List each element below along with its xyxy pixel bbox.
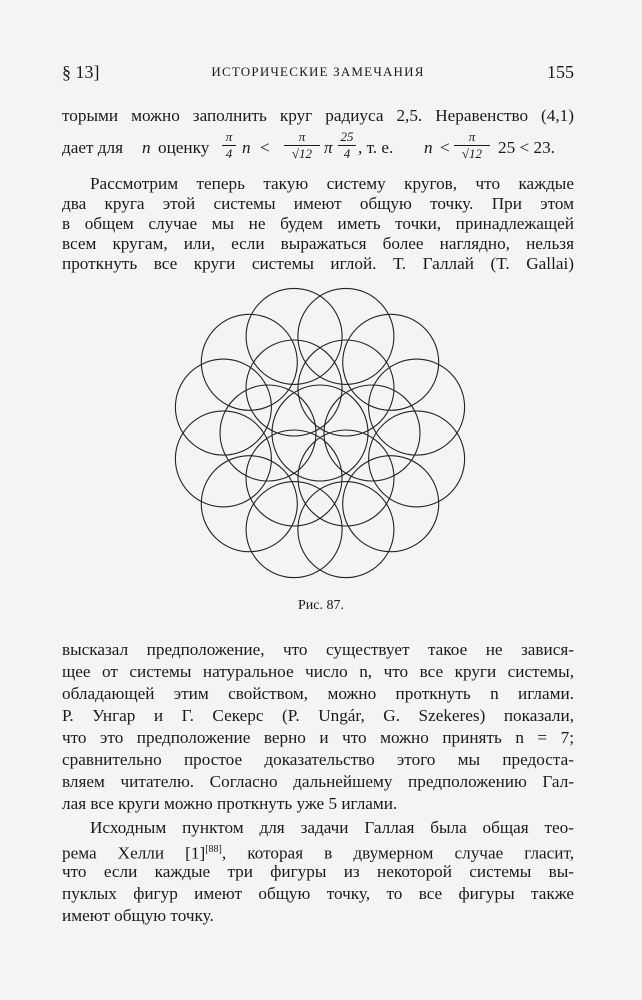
text-line: Рассмотрим теперь такую систему кругов, что каждые	[90, 174, 574, 193]
figure-circle	[175, 359, 271, 455]
text-line: в общем случае мы не будем иметь точки, принадлежащей	[62, 214, 574, 233]
figure-circle	[298, 340, 394, 436]
less-than: <	[260, 138, 270, 157]
figure-circle	[324, 385, 420, 481]
text-line: имеют общую точку.	[62, 906, 214, 925]
figure-circle	[246, 482, 342, 578]
figure-circle	[246, 430, 342, 526]
figure-circle	[343, 456, 439, 552]
variable-n: n	[142, 138, 151, 157]
figure-circle	[175, 411, 271, 507]
fraction: π 4	[222, 130, 236, 161]
figure-circle	[201, 456, 297, 552]
text-line: высказал предположение, что существует такое не завися-	[62, 640, 574, 659]
text-line: пуклых фигур имеют общую точку, то все фигуры также	[62, 884, 574, 903]
text-fragment: , т. е.	[358, 138, 394, 157]
text-line: два круга этой системы имеют общую точку. При этом	[62, 194, 574, 213]
text-line: щее от системы натуральное число n, что все круги системы,	[62, 662, 574, 681]
figure-circle	[246, 288, 342, 384]
text-line: обладающей этим свойством, можно проткнуть n иглами.	[62, 684, 574, 703]
figure-87-circles	[170, 283, 470, 583]
text-line: Исходным пунктом для задачи Галлая была общая тео-	[90, 818, 574, 837]
figure-circle	[246, 340, 342, 436]
text-fragment: дает для	[62, 138, 124, 157]
text-line: что если каждые три фигуры из некоторой системы вы-	[62, 862, 574, 881]
text-line: лая все круги можно проткнуть уже 5 иглами.	[62, 794, 398, 813]
text-line: рема Хелли [1][88], которая в двумерном случае гласит,	[62, 843, 575, 863]
figure-circle	[272, 385, 368, 481]
fraction: 25 4	[338, 130, 356, 161]
figure-caption: Рис. 87.	[298, 598, 344, 613]
running-title: ИСТОРИЧЕСКИЕ ЗАМЕЧАНИЯ	[211, 64, 425, 79]
text-line: Р. Унгар и Г. Секерс (P. Ungár, G. Szekeres) показали,	[62, 706, 574, 725]
formula-line: дает для n оценку π 4 n < π √12 π 25 4 , т. е. n < π √12 25 < 23.	[62, 129, 555, 161]
text-fragment: оценку	[158, 138, 210, 157]
page-number: 155	[547, 62, 574, 82]
figure-circle	[369, 411, 465, 507]
text-line: проткнуть все круги системы иглой. Т. Галлай (T. Gallai)	[62, 254, 574, 273]
text-fragment: 25 < 23.	[498, 138, 555, 157]
fraction: π √12	[284, 130, 320, 161]
section-number: § 13]	[62, 62, 100, 82]
text-line: сравнительно простое доказательство этого мы предоста-	[62, 750, 574, 769]
text-line: торыми можно заполнить круг радиуса 2,5. Неравенство (4,1)	[62, 106, 574, 125]
fraction: π √12	[454, 130, 490, 161]
figure-circle	[220, 385, 316, 481]
page-header	[62, 62, 574, 86]
text-line: что это предположение верно и что можно принять n = 7;	[62, 728, 574, 747]
figure-circle	[343, 314, 439, 410]
text-line: вляем читателю. Согласно дальнейшему предположению Гал-	[62, 772, 574, 791]
text-line: всем кругам, или, если выражаться более наглядно, нельзя	[62, 234, 574, 253]
figure-circle	[298, 430, 394, 526]
figure-circle	[298, 482, 394, 578]
figure-circle	[201, 314, 297, 410]
figure-circle	[298, 288, 394, 384]
figure-circle	[369, 359, 465, 455]
